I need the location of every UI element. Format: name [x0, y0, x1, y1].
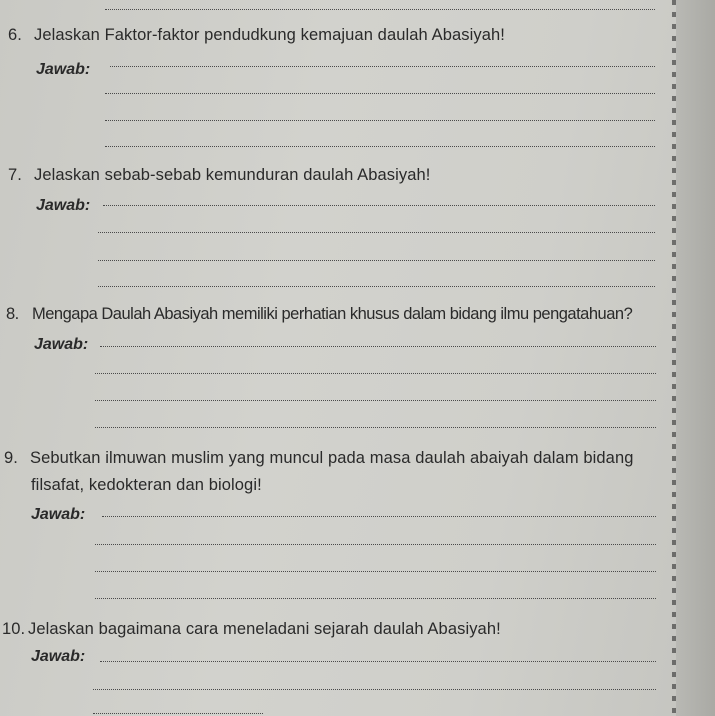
answer-line — [95, 373, 656, 374]
question-text: Sebutkan ilmuwan muslim yang muncul pada masa daulah abaiyah dalam bidang — [30, 449, 634, 467]
answer-line — [95, 571, 656, 572]
answer-line — [93, 713, 263, 714]
question-7 — [8, 166, 431, 185]
question-number: 10. — [2, 620, 26, 638]
question-number: 6. — [8, 26, 22, 44]
answer-line — [103, 205, 655, 206]
answer-line — [100, 661, 656, 662]
question-8 — [6, 305, 632, 324]
question-10 — [2, 620, 501, 639]
answer-line — [105, 9, 655, 10]
answer-line — [98, 260, 655, 261]
answer-line — [93, 689, 656, 690]
question-text: Jelaskan sebab-sebab kemunduran daulah Abasiyah! — [34, 166, 431, 184]
answer-line — [95, 427, 656, 428]
answer-line — [105, 93, 655, 94]
question-text: Jelaskan bagaimana cara meneladani sejarah daulah Abasiyah! — [28, 620, 501, 638]
answer-line — [105, 146, 655, 147]
answer-line — [98, 232, 655, 233]
question-text: Jelaskan Faktor-faktor pendudkung kemajuan daulah Abasiyah! — [34, 26, 505, 44]
question-text: Mengapa Daulah Abasiyah memiliki perhatian khusus dalam bidang ilmu pengatahuan? — [32, 305, 633, 323]
question-number: 8. — [6, 305, 19, 323]
answer-label: Jawab: — [36, 61, 91, 78]
answer-line — [95, 400, 656, 401]
question-number: 7. — [8, 166, 22, 184]
question-9 — [4, 449, 634, 468]
answer-line — [98, 286, 655, 287]
answer-line — [102, 516, 656, 517]
answer-label: Jawab: — [34, 336, 89, 353]
answer-label: Jawab: — [36, 197, 91, 214]
answer-line — [95, 544, 656, 545]
answer-line — [100, 346, 656, 347]
answer-line — [105, 120, 655, 121]
answer-label: Jawab: — [31, 648, 86, 665]
question-9-continued: filsafat, kedokteran dan biologi! — [31, 476, 262, 494]
question-number: 9. — [4, 449, 18, 467]
question-6 — [8, 26, 505, 45]
page-shadow — [676, 0, 715, 716]
answer-line — [95, 598, 656, 599]
answer-line — [110, 66, 655, 67]
answer-label: Jawab: — [31, 506, 86, 523]
